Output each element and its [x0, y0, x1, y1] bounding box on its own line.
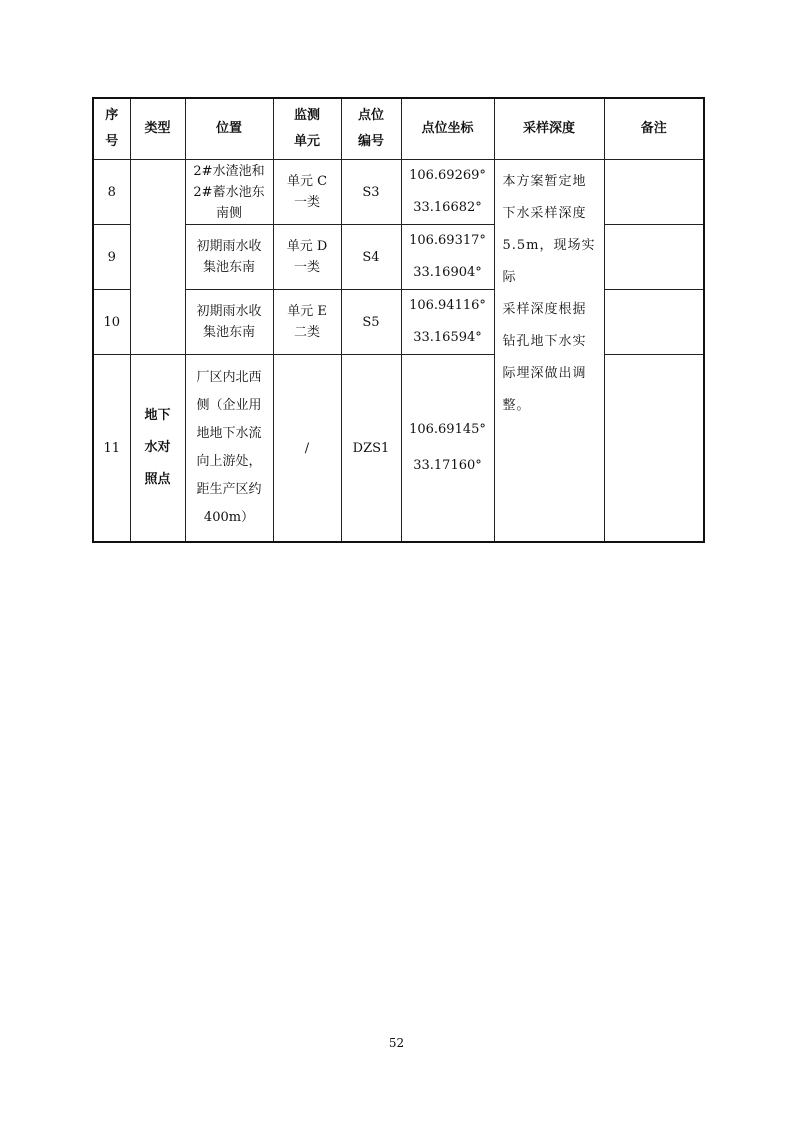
unit-line: 一类 [293, 195, 320, 210]
table-row [93, 290, 704, 355]
coord-latitude: 33.16904° [413, 265, 482, 280]
header-point-id-line2: 编号 [357, 134, 384, 149]
cell-location [185, 160, 273, 225]
location-line: 初期雨水收 [196, 304, 262, 319]
cell-coords [401, 160, 494, 225]
cell-location [185, 290, 273, 355]
cell-point-id: S5 [341, 290, 401, 355]
header-depth: 采样深度 [494, 98, 604, 160]
header-seq-line2: 号 [105, 134, 119, 149]
cell-unit: / [273, 355, 341, 543]
location-line: 2#蓄水池东 [193, 184, 265, 200]
type-line: 水对 [144, 440, 171, 455]
location-line: 集池东南 [202, 325, 255, 340]
location-line: 侧（企业用 [196, 398, 262, 413]
header-coords: 点位坐标 [401, 98, 494, 160]
table-row [93, 160, 704, 225]
location-line: 向上游处， [196, 454, 262, 469]
depth-note-line: 钻孔地下水实 [502, 334, 587, 349]
cell-point-id: S4 [341, 225, 401, 290]
page-number: 52 [388, 1036, 405, 1050]
sampling-table-container [92, 97, 705, 543]
unit-line: 单元 E [287, 304, 327, 319]
coord-longitude: 106.94116° [409, 298, 486, 313]
location-line: 初期雨水收 [196, 239, 262, 254]
cell-coords [401, 355, 494, 543]
header-type: 类型 [130, 98, 185, 160]
coord-longitude: 106.69269° [409, 168, 486, 183]
cell-remarks [604, 290, 704, 355]
cell-type-empty [130, 160, 185, 355]
type-line: 照点 [144, 472, 171, 487]
depth-note-line: 本方案暂定地 [502, 174, 587, 189]
header-location: 位置 [185, 98, 273, 160]
header-unit-line2: 单元 [293, 134, 320, 149]
depth-note-line: 际埋深做出调 [502, 366, 587, 381]
header-point-id-line1: 点位 [357, 108, 384, 123]
cell-unit [273, 160, 341, 225]
unit-line: 单元 D [286, 239, 328, 254]
header-unit [273, 98, 341, 160]
cell-location [185, 225, 273, 290]
location-line: 南侧 [215, 205, 242, 221]
cell-location [185, 355, 273, 543]
depth-note-line: 整。 [502, 398, 531, 413]
table-row [93, 225, 704, 290]
header-point-id [341, 98, 401, 160]
coord-longitude: 106.69145° [409, 422, 486, 437]
type-line: 地下 [144, 408, 171, 423]
cell-seq: 8 [93, 160, 130, 225]
location-line: 400m） [203, 510, 255, 525]
table-row [93, 355, 704, 543]
location-line: 距生产区约 [196, 482, 262, 497]
location-line: 集池东南 [202, 260, 255, 275]
cell-point-id: DZS1 [341, 355, 401, 543]
unit-line: 二类 [293, 325, 320, 340]
cell-seq: 10 [93, 290, 130, 355]
cell-depth-note [494, 160, 604, 543]
coord-latitude: 33.17160° [413, 458, 482, 473]
cell-coords [401, 225, 494, 290]
cell-unit [273, 225, 341, 290]
cell-unit [273, 290, 341, 355]
header-seq [93, 98, 130, 160]
cell-point-id: S3 [341, 160, 401, 225]
cell-remarks [604, 225, 704, 290]
location-line: 2#水渣池和 [193, 163, 265, 179]
location-line: 地地下水流 [196, 426, 262, 441]
coord-longitude: 106.69317° [409, 233, 486, 248]
unit-line: 单元 C [286, 174, 328, 189]
cell-seq: 11 [93, 355, 130, 543]
header-unit-line1: 监测 [293, 108, 320, 123]
location-line: 厂区内北西 [196, 370, 262, 385]
sampling-points-table [92, 97, 705, 543]
coord-latitude: 33.16682° [413, 200, 482, 215]
header-seq-line1: 序 [105, 108, 119, 123]
cell-seq: 9 [93, 225, 130, 290]
cell-remarks [604, 355, 704, 543]
depth-note-line: 采样深度根据 [502, 302, 587, 317]
depth-note-line: 5.5m，现场实际 [502, 238, 596, 285]
cell-type [130, 355, 185, 543]
depth-note-line: 下水采样深度 [502, 206, 587, 221]
table-header-row [93, 98, 704, 160]
unit-line: 一类 [293, 260, 320, 275]
coord-latitude: 33.16594° [413, 330, 482, 345]
header-remarks: 备注 [604, 98, 704, 160]
cell-coords [401, 290, 494, 355]
cell-remarks [604, 160, 704, 225]
